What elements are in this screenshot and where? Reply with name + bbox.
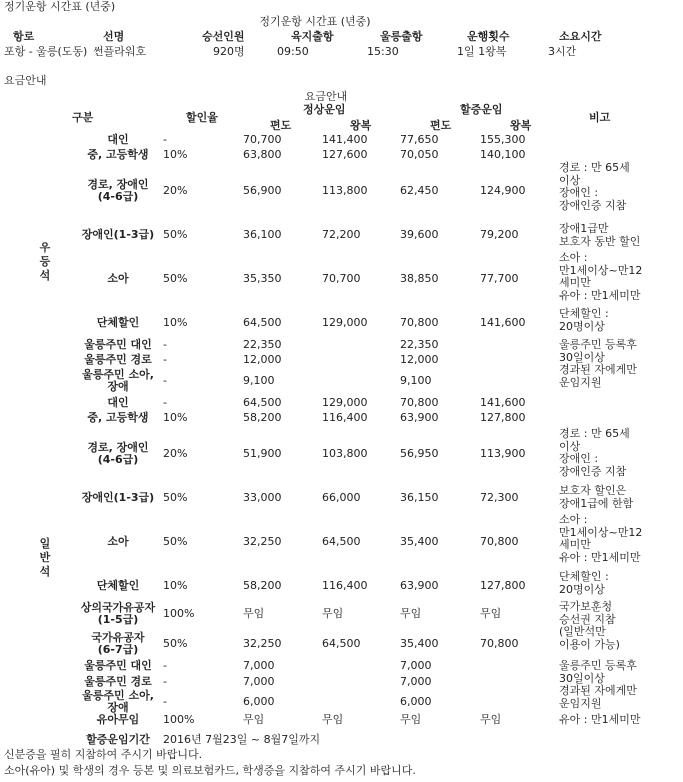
schedule-header: 항로 [13,30,35,43]
header-note: 비고 [589,111,611,124]
header-normal-fare: 정상운임 [303,103,346,116]
fare-note: 장애1급만 보호자 동반 할인 [559,222,641,248]
fare-discount: 50% [163,228,188,241]
fare-normal-roundtrip: 103,800 [322,447,368,460]
fare-category: 대인 [107,396,129,409]
fare-normal-oneway: 무임 [243,607,265,620]
fare-normal-oneway: 9,100 [243,374,275,387]
fare-discount: 10% [163,411,188,424]
fare-note: 유아 : 만1세미만 [559,713,641,726]
fare-normal-oneway: 36,100 [243,228,282,241]
fare-discount: 10% [163,579,188,592]
fare-normal-oneway: 64,500 [243,316,282,329]
fare-normal-oneway: 7,000 [243,675,275,688]
fare-category: 국가유공자 (6-7급) [91,631,145,656]
fare-normal-roundtrip: 129,000 [322,396,368,409]
fare-surcharge-roundtrip: 127,800 [480,579,526,592]
fare-normal-roundtrip: 66,000 [322,491,361,504]
fare-category: 장애인(1-3급) [81,491,155,504]
fare-normal-oneway: 58,200 [243,411,282,424]
fare-category: 장애인(1-3급) [81,228,155,241]
fare-surcharge-oneway: 35,400 [400,535,439,548]
fare-normal-oneway: 63,800 [243,148,282,161]
fare-category: 울릉주민 소아, 장애 [82,689,154,714]
fare-normal-roundtrip: 129,000 [322,316,368,329]
group-label-general [38,537,52,579]
fare-normal-oneway: 58,200 [243,579,282,592]
fare-normal-roundtrip: 116,400 [322,411,368,424]
fare-normal-oneway: 32,250 [243,637,282,650]
fare-note: 울릉주민 등록후 30일이상 경과된 자에게만 운임지원 [559,338,637,389]
schedule-cell: 포항 - 울릉(도동) [4,45,88,58]
schedule-header: 선명 [103,30,125,43]
fare-category: 울릉주민 대인 [84,659,152,672]
schedule-cell: 09:50 [277,45,309,58]
fare-surcharge-roundtrip: 113,900 [480,447,526,460]
fare-surcharge-oneway: 무임 [400,713,422,726]
fare-surcharge-oneway: 63,900 [400,579,439,592]
fare-discount: - [163,396,167,409]
fare-surcharge-roundtrip: 141,600 [480,396,526,409]
fare-discount: 10% [163,148,188,161]
fare-normal-roundtrip: 113,800 [322,184,368,197]
fare-surcharge-roundtrip: 140,100 [480,148,526,161]
fare-note: 경로 : 만 65세 이상 장애인 : 장애인증 지참 [559,161,630,212]
fare-surcharge-oneway: 77,650 [400,133,439,146]
fare-discount: 20% [163,447,188,460]
fare-discount: - [163,353,167,366]
fare-category: 경로, 장애인 (4-6급) [87,178,149,203]
fare-category: 울릉주민 경로 [84,353,152,366]
fare-normal-oneway: 35,350 [243,272,282,285]
fare-surcharge-roundtrip: 155,300 [480,133,526,146]
fare-normal-roundtrip: 70,700 [322,272,361,285]
schedule-header: 운행횟수 [467,30,510,43]
schedule-header: 승선인원 [202,30,245,43]
schedule-cell: 3시간 [548,45,577,58]
group-char: 석 [39,269,51,282]
fare-surcharge-oneway: 7,000 [400,659,432,672]
fare-surcharge-roundtrip: 141,600 [480,316,526,329]
fare-surcharge-oneway: 63,900 [400,411,439,424]
header-oneway: 편도 [270,119,292,132]
fare-normal-roundtrip: 무임 [322,713,344,726]
fare-discount: 50% [163,637,188,650]
fare-surcharge-oneway: 12,000 [400,353,439,366]
fare-category: 유아무임 [96,713,140,726]
fare-normal-roundtrip: 72,200 [322,228,361,241]
fare-note: 단체할인 : 20명이상 [559,307,609,333]
group-char: 반 [39,551,51,564]
fare-discount: 50% [163,272,188,285]
schedule-cell: 썬플라워호 [93,45,147,58]
fare-discount: - [163,338,167,351]
fare-category: 상의국가유공자 (1-5급) [80,601,156,626]
fare-normal-oneway: 64,500 [243,396,282,409]
fare-surcharge-roundtrip: 72,300 [480,491,519,504]
fare-normal-oneway: 무임 [243,713,265,726]
fare-surcharge-oneway: 35,400 [400,637,439,650]
fare-surcharge-oneway: 70,800 [400,396,439,409]
fare-discount: 50% [163,491,188,504]
fare-category: 경로, 장애인 (4-6급) [87,441,149,466]
fare-surcharge-oneway: 무임 [400,607,422,620]
fare-category: 소아 [107,535,129,548]
fare-surcharge-roundtrip: 77,700 [480,272,519,285]
fare-category: 단체할인 [96,579,140,592]
fare-caption: 요금안내 [304,90,348,103]
fare-discount: - [163,695,167,708]
fare-discount: 50% [163,535,188,548]
fare-surcharge-roundtrip: 124,900 [480,184,526,197]
group-char: 등 [39,255,51,268]
fare-surcharge-roundtrip: 79,200 [480,228,519,241]
fare-discount: - [163,675,167,688]
fare-category: 단체할인 [96,316,140,329]
fare-surcharge-oneway: 70,800 [400,316,439,329]
fare-category: 중, 고등학생 [87,411,149,424]
fare-note: 단체할인 : 20명이상 [559,570,609,596]
header-oneway: 편도 [430,119,452,132]
fare-normal-oneway: 33,000 [243,491,282,504]
schedule-header: 소요시간 [559,30,602,43]
fare-note: 소아 : 만1세이상~만12세미만 유아 : 만1세미만 [559,251,643,302]
fare-discount: - [163,133,167,146]
header-surcharge-fare: 할증운임 [460,103,503,116]
schedule-header: 육지출항 [291,30,334,43]
fare-category: 울릉주민 경로 [84,675,152,688]
fare-surcharge-oneway: 6,000 [400,695,432,708]
group-char: 석 [39,565,51,578]
schedule-cell: 920명 [213,45,245,58]
header-roundtrip: 왕복 [510,119,532,132]
fare-note: 울릉주민 등록후 30일이상 경과된 자에게만 운임지원 [559,659,637,710]
fare-note: 소아 : 만1세이상~만12세미만 유아 : 만1세미만 [559,513,643,564]
fare-surcharge-roundtrip: 무임 [480,607,502,620]
fare-category: 울릉주민 소아, 장애 [82,368,154,393]
fare-surcharge-oneway: 22,350 [400,338,439,351]
fare-normal-roundtrip: 64,500 [322,637,361,650]
fare-surcharge-oneway: 56,950 [400,447,439,460]
header-roundtrip: 왕복 [350,119,372,132]
fare-discount: 100% [163,607,195,620]
fare-surcharge-oneway: 38,850 [400,272,439,285]
fare-discount: - [163,659,167,672]
header-discount: 할인율 [186,111,218,124]
fare-normal-oneway: 56,900 [243,184,282,197]
fare-section-title: 요금안내 [4,74,47,87]
group-label-premium [38,241,52,283]
fare-normal-roundtrip: 116,400 [322,579,368,592]
fare-category: 소아 [107,272,129,285]
fare-normal-roundtrip: 무임 [322,607,344,620]
fare-discount: 10% [163,316,188,329]
fare-category: 중, 고등학생 [87,148,149,161]
fare-surcharge-oneway: 36,150 [400,491,439,504]
fare-surcharge-roundtrip: 70,800 [480,637,519,650]
fare-surcharge-oneway: 9,100 [400,374,432,387]
fare-discount: 100% [163,713,195,726]
fare-note: 보호자 할인은 장애1급에 한함 [559,484,634,510]
fare-category: 대인 [107,133,129,146]
fare-surcharge-oneway: 7,000 [400,675,432,688]
schedule-caption: 정기운항 시간표 (년중) [259,15,371,28]
fare-surcharge-roundtrip: 70,800 [480,535,519,548]
fare-category: 울릉주민 대인 [84,338,152,351]
fare-normal-roundtrip: 127,600 [322,148,368,161]
group-char: 일 [39,537,51,550]
header-gubun: 구분 [72,111,94,124]
fare-surcharge-oneway: 62,450 [400,184,439,197]
group-char: 우 [39,241,51,254]
fare-normal-oneway: 70,700 [243,133,282,146]
fare-note: 국가보훈청 승선권 지참 (일반석만 이용이 가능) [559,600,620,651]
fare-note: 경로 : 만 65세 이상 장애인 : 장애인증 지참 [559,427,630,478]
fare-normal-oneway: 6,000 [243,695,275,708]
fare-normal-roundtrip: 141,400 [322,133,368,146]
fare-normal-roundtrip: 64,500 [322,535,361,548]
fare-normal-oneway: 51,900 [243,447,282,460]
fare-surcharge-roundtrip: 127,800 [480,411,526,424]
footer-notice: 신분증을 필히 지참하여 주시기 바랍니다. [4,748,203,761]
schedule-cell: 1일 1왕복 [457,45,507,58]
footer-notice: 소아(유아) 및 학생의 경우 등본 및 의료보험카드, 학생증을 지참하여 주시기 바랍니다. [4,764,416,777]
fare-surcharge-oneway: 39,600 [400,228,439,241]
fare-normal-oneway: 32,250 [243,535,282,548]
fare-discount: 20% [163,184,188,197]
fare-surcharge-oneway: 70,050 [400,148,439,161]
schedule-cell: 15:30 [367,45,399,58]
surcharge-period-value: 2016년 7월23일 ~ 8월7일까지 [163,733,321,746]
fare-normal-oneway: 22,350 [243,338,282,351]
page-title: 정기운항 시간표 (년중) [4,0,116,13]
fare-normal-oneway: 12,000 [243,353,282,366]
fare-discount: - [163,374,167,387]
schedule-header: 울릉출항 [380,30,423,43]
fare-normal-oneway: 7,000 [243,659,275,672]
fare-surcharge-roundtrip: 무임 [480,713,502,726]
surcharge-period-label: 할증운임기간 [86,733,150,746]
